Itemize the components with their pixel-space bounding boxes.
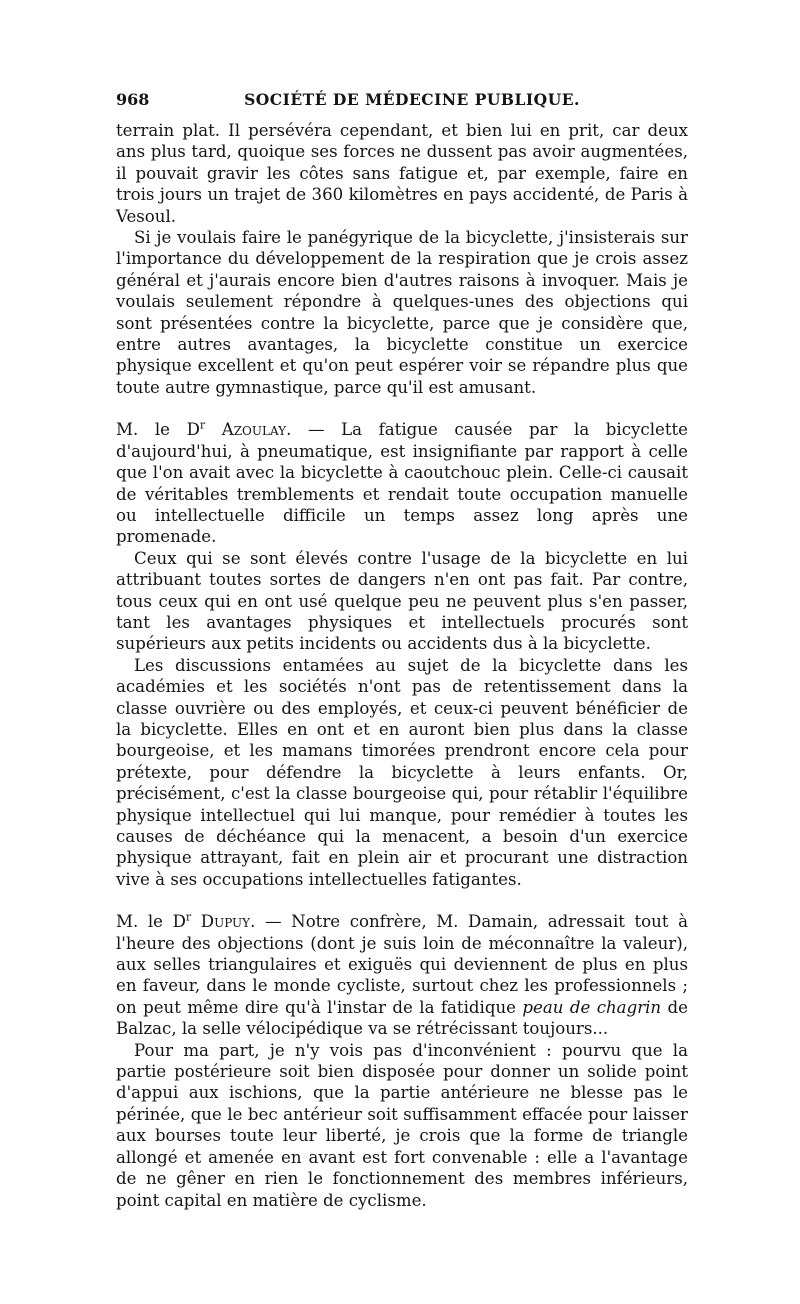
speech-azoulay-opening [116,419,688,547]
speech-azoulay [116,419,688,890]
speech-text: — Notre confrère, M. Damain, adressait tout à l'heure des objections (dont je suis loin de méconnaître la valeur), aux selles triangulaires et exiguës qui deviennent de plus en plus en faveur, dans le monde cycliste, surtout chez les professionnels ; on peut même dire qu'à l'instar de la fatidique [116,912,689,1017]
body-text [116,120,688,1211]
running-title: SOCIÉTÉ DE MÉDECINE PUBLIQUE. [244,90,580,109]
speaker-name: Dupuy. [200,912,256,932]
speech-text: — La fatigue causée par la bicyclette d'aujourd'hui, à pneumatique, est insignifiante par rapport à celle que l'on avait avec la bicyclette à caoutchouc plein. Celle-ci causait de véritables tremblements et rendait toute occupation manuelle ou intellectuelle difficile un temps assez long après une promenade. [116,420,688,547]
speaker-title: M. le D [116,420,200,440]
speech-dupuy [116,911,688,1211]
speaker-title-superscript: r [199,418,206,432]
speech-dupuy-opening [116,911,688,1039]
speech-text: de Balzac, la selle vélocipédique va se rétrécissant toujours... [116,997,688,1039]
speech-azoulay-paragraph: Ceux qui se sont élevés contre l'usage de la bicyclette en lui attribuant toutes sortes de dangers n'en ont pas fait. Par contre, tous ceux qui en ont usé quelque peu ne peuvent plus s'en passer, tant les avantages physiques et intellectuels procurés sont supérieurs aux petits incidents ou accidents dus à la bicyclette. [116,548,688,654]
speech-azoulay-paragraph: Les discussions entamées au sujet de la bicyclette dans les académies et les sociétés n'ont pas de retentissement dans la classe ouvrière ou des employés, et ceux-ci peuvent bénéficier de la bicyclette. Elles en ont et en auront bien plus dans la classe bourgeoise, et les mamans timorées prendront encore cela pour prétexte, pour défendre la bicyclette à leurs enfants. Or, précisément, c'est la classe bourgeoise qui, pour rétablir l'équilibre physique intellectuel qui lui manque, pour remédier à toutes les causes de déchéance qui la menacent, a besoin d'un exercice physique attrayant, fait en plein air et procurant une distraction vive à ses occupations intellectuelles fatigantes. [116,655,688,889]
speech-dupuy-paragraph: Pour ma part, je n'y vois pas d'inconvénient : pourvu que la partie postérieure soit bien disposée pour donner un solide point d'appui aux ischions, que la partie antérieure ne blesse pas le périnée, que le bec antérieur soit suffisamment effacée pour laisser aux bourses toute leur liberté, je crois que la forme de triangle allongé et amenée en avant est fort convenable : elle a l'avantage de ne gêner en rien le fonctionnement des membres inférieurs, point capital en matière de cyclisme. [116,1040,688,1210]
paragraph-continuation: terrain plat. Il persévéra cependant, et bien lui en prit, car deux ans plus tard, quoique ses forces ne dussent pas avoir augmentées, il pouvait gravir les côtes sans fatigue et, par exemple, faire en trois jours un trajet de 360 kilomètres en pays accidenté, de Paris à Vesoul. [116,121,688,226]
speech-italic-phrase: peau de chagrin [522,997,662,1017]
paragraph-panegyric: Si je voulais faire le panégyrique de la bicyclette, j'insisterais sur l'importance du développement de la respiration que je crois assez général et j'aurais encore bien d'autres raisons à invoquer. Mais je voulais seulement répondre à quelques-unes des objections qui sont présentées contre la bicyclette, parce que je considère que, entre autres avantages, la bicyclette constitue un exercice physique excellent et qu'on peut espérer voir se répandre plus que toute autre gymnastique, parce qu'il est amusant. [116,228,688,397]
speaker-name: Azoulay. [221,420,292,440]
speaker-title: M. le D [116,912,186,932]
page-header [116,90,688,120]
speaker-title-superscript: r [185,910,192,924]
page-number: 968 [116,90,150,109]
